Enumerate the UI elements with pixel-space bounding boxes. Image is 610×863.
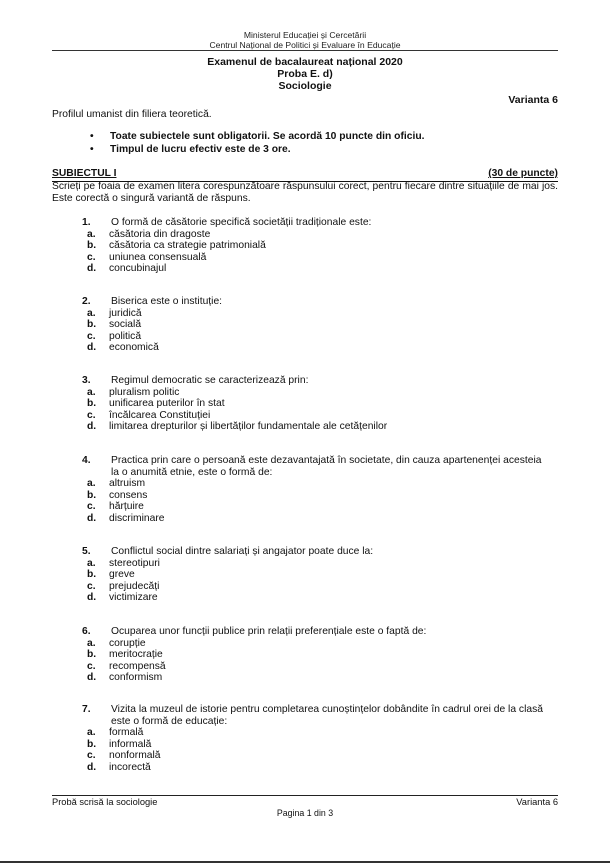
question-5 xyxy=(52,546,558,604)
answer-option xyxy=(52,331,558,343)
option-text: uniunea consensuală xyxy=(109,251,207,263)
answer-option xyxy=(52,638,558,650)
question-number: 2. xyxy=(82,296,91,307)
question-text: O formă de căsătorie specifică societății tradiționale este: xyxy=(111,217,372,228)
option-letter: b. xyxy=(87,398,97,410)
option-text: pluralism politic xyxy=(109,386,180,398)
question-text: Conflictul social dintre salariați și angajator poate duce la: xyxy=(111,546,374,557)
option-text: juridică xyxy=(109,307,142,319)
option-text: economică xyxy=(109,342,159,354)
answer-option xyxy=(52,649,558,661)
evaluation-center-name: Centrul Național de Politici și Evaluare în Educație xyxy=(209,40,401,50)
profile-text: Profilul umanist din filiera teoretică. xyxy=(52,109,212,120)
option-text: politică xyxy=(109,330,142,342)
option-letter: c. xyxy=(87,330,96,342)
question-number: 3. xyxy=(82,375,91,386)
question-6 xyxy=(52,626,558,684)
answer-option xyxy=(52,490,558,502)
question-text: Ocuparea unor funcții publice prin relații preferențiale este o faptă de: xyxy=(111,626,427,637)
ministry-name: Ministerul Educației și Cercetării xyxy=(243,30,367,40)
question-number: 1. xyxy=(82,217,91,228)
option-letter: d. xyxy=(87,342,97,354)
answer-option xyxy=(52,727,558,739)
option-text: încălcarea Constituției xyxy=(109,409,211,421)
footer-divider xyxy=(52,795,558,796)
question-2 xyxy=(52,296,558,354)
question-number: 5. xyxy=(82,546,91,557)
rule-item: • Timpul de lucru efectiv este de 3 ore. xyxy=(90,143,425,156)
answer-option xyxy=(52,229,558,241)
answer-option xyxy=(52,387,558,399)
rules-list xyxy=(90,130,425,156)
section-header xyxy=(52,168,558,182)
answer-option xyxy=(52,569,558,581)
option-text: consens xyxy=(109,489,148,501)
question-text: Regimul democratic se caracterizează prin: xyxy=(111,375,309,386)
option-text: greve xyxy=(109,569,135,581)
question-4 xyxy=(52,455,558,525)
option-text: meritocrație xyxy=(109,649,163,661)
option-letter: c. xyxy=(87,501,96,513)
option-text: unificarea puterilor în stat xyxy=(109,398,225,410)
option-text: hărțuire xyxy=(109,501,144,513)
option-text: stereotipuri xyxy=(109,557,160,569)
question-number: 4. xyxy=(82,455,91,466)
question-text: Vizita la muzeul de istorie pentru completarea cunoștințelor dobândite în cadrul orei de la clasă este o formă de educație: xyxy=(111,704,543,727)
section-name: SUBIECTUL I xyxy=(52,168,117,179)
option-text: căsătoria ca strategie patrimonială xyxy=(109,240,266,252)
option-letter: c. xyxy=(87,660,96,672)
question-number: 7. xyxy=(82,704,91,715)
option-letter: b. xyxy=(87,738,97,750)
answer-option xyxy=(52,308,558,320)
answer-option xyxy=(52,240,558,252)
answer-option xyxy=(52,478,558,490)
footer-variant: Varianta 6 xyxy=(516,797,558,807)
option-letter: d. xyxy=(87,672,97,684)
option-letter: b. xyxy=(87,240,97,252)
option-letter: a. xyxy=(87,478,96,490)
option-letter: a. xyxy=(87,637,96,649)
rule-item: • Toate subiectele sunt obligatorii. Se acordă 10 puncte din oficiu. xyxy=(90,130,425,143)
option-letter: c. xyxy=(87,251,96,263)
answer-option xyxy=(52,421,558,433)
option-text: conformism xyxy=(109,672,163,684)
option-text: altruism xyxy=(109,478,146,490)
answer-option xyxy=(52,501,558,513)
option-text: prejudecăți xyxy=(109,580,160,592)
question-text: Practica prin care o persoană este dezavantajată în societate, din cauza apartenenței acesteia la o anumită etnie, este o formă de: xyxy=(111,455,542,478)
option-letter: b. xyxy=(87,319,97,331)
option-letter: d. xyxy=(87,512,97,524)
option-letter: d. xyxy=(87,263,97,275)
option-text: limitarea drepturilor și libertăților fundamentale ale cetățenilor xyxy=(109,421,388,433)
answer-option xyxy=(52,750,558,762)
option-letter: a. xyxy=(87,727,96,739)
option-text: concubinajul xyxy=(109,263,167,275)
header-divider xyxy=(52,50,558,51)
answer-option xyxy=(52,398,558,410)
option-text: victimizare xyxy=(109,592,158,604)
answer-option xyxy=(52,672,558,684)
option-letter: a. xyxy=(87,386,96,398)
option-letter: c. xyxy=(87,580,96,592)
option-letter: d. xyxy=(87,421,97,433)
option-letter: d. xyxy=(87,592,97,604)
page-number: Pagina 1 din 3 xyxy=(276,808,334,818)
section-instructions: Scrieți pe foaia de examen litera corespunzătoare răspunsului corect, pentru fiecare dintre situațiile de mai jos. Este corectă o singură variantă de răspuns. xyxy=(52,181,558,204)
option-text: căsătoria din dragoste xyxy=(109,228,211,240)
exam-title: Examenul de bacalaureat național 2020 xyxy=(207,56,403,68)
option-text: formală xyxy=(109,727,144,739)
option-text: informală xyxy=(109,738,152,750)
answer-option xyxy=(52,513,558,525)
option-text: corupție xyxy=(109,637,146,649)
answer-option xyxy=(52,319,558,331)
option-text: discriminare xyxy=(109,512,165,524)
answer-option xyxy=(52,252,558,264)
question-1 xyxy=(52,217,558,275)
option-letter: c. xyxy=(87,409,96,421)
answer-option xyxy=(52,410,558,422)
option-text: recompensă xyxy=(109,660,166,672)
section-points: (30 de puncte) xyxy=(488,168,558,179)
option-letter: b. xyxy=(87,649,97,661)
footer-exam-name: Probă scrisă la sociologie xyxy=(52,797,158,807)
answer-option xyxy=(52,558,558,570)
answer-option xyxy=(52,592,558,604)
option-letter: b. xyxy=(87,489,97,501)
question-7 xyxy=(52,704,558,774)
option-text: socială xyxy=(109,319,142,331)
option-letter: a. xyxy=(87,228,96,240)
exam-proba: Proba E. d) xyxy=(277,68,333,80)
option-text: nonformală xyxy=(109,750,161,762)
answer-option xyxy=(52,581,558,593)
answer-option xyxy=(52,739,558,751)
option-letter: a. xyxy=(87,557,96,569)
option-text: incorectă xyxy=(109,761,151,773)
question-3 xyxy=(52,375,558,433)
exam-subject: Sociologie xyxy=(278,80,332,92)
answer-option xyxy=(52,762,558,774)
option-letter: d. xyxy=(87,761,97,773)
variant-label: Varianta 6 xyxy=(508,94,558,106)
option-letter: c. xyxy=(87,750,96,762)
question-text: Biserica este o instituție: xyxy=(111,296,223,307)
option-letter: b. xyxy=(87,569,97,581)
answer-option xyxy=(52,263,558,275)
answer-option xyxy=(52,342,558,354)
question-number: 6. xyxy=(82,626,91,637)
option-letter: a. xyxy=(87,307,96,319)
answer-option xyxy=(52,661,558,673)
